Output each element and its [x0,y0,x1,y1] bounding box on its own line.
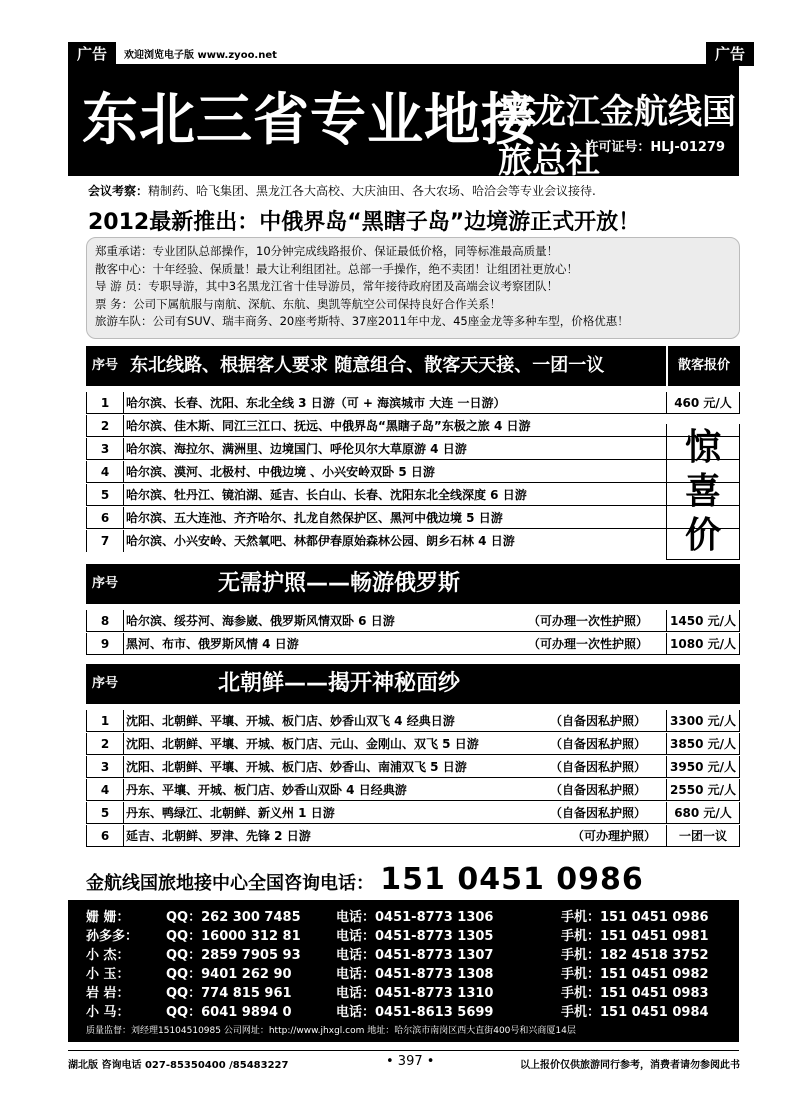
section-title: 无需护照——畅游俄罗斯 [218,571,461,596]
route-price: 1080 元/人 [666,633,740,655]
banner-title: 东北三省专业地接 [82,88,538,153]
footer-divider [68,1050,739,1051]
promo-text: 2012最新推出：中俄界岛“黑瞎子岛”边境游正式开放 [88,210,619,235]
quality-supervision: 质量监督：刘经理15104510985 公司网址：http://www.jhxgl.com 地址：哈尔滨市南岗区西大直街400号和兴商厦14层 [86,1026,576,1036]
welcome-text: 欢迎浏览电子版 www.zyoo.net [124,50,277,61]
notice-line: 郑重承诺：专业团队总部操作，10分钟完成线路报价、保证最低价格，同等标准最高质量！ [95,244,559,258]
route-price: 1450 元/人 [666,610,740,632]
table-row [86,438,740,460]
row-number: 3 [86,756,124,778]
contact-row [86,944,721,963]
contact-mobile: 手机：151 0451 0983 [561,986,709,1001]
contact-qq: QQ：774 815 961 [166,986,292,1001]
row-number: 9 [86,633,124,655]
contact-tel: 电话：0451-8773 1305 [336,929,494,944]
contact-qq: QQ：9401 262 90 [166,967,292,982]
routes-table [86,346,740,856]
contacts-panel [68,900,739,1042]
contact-row [86,963,721,982]
route-description: 沈阳、北朝鲜、平壤、开城、板门店、妙香山、南浦双飞 5 日游 [126,760,467,774]
route-description: 哈尔滨、小兴安岭、天然氧吧、林都伊春原始森林公园、朗乡石林 4 日游 [126,534,515,548]
license-number: 许可证号：HLJ-01279 [585,140,725,155]
route-price: 3300 元/人 [666,710,740,732]
contact-mobile: 手机：151 0451 0984 [561,1005,709,1020]
route-description: 丹东、鸭绿江、北朝鲜、新义州 1 日游 [126,806,335,820]
surprise-price-label [666,424,740,560]
contact-name: 小 马： [86,1005,130,1020]
page-number: • 397 • [386,1054,435,1069]
route-description: 沈阳、北朝鲜、平壤、开城、板门店、元山、金刚山、双飞 5 日游 [126,737,479,751]
contact-qq: QQ：6041 9894 0 [166,1005,292,1020]
route-description: 哈尔滨、绥芬河、海参崴、俄罗斯风情双卧 6 日游 [126,614,395,628]
passport-note: （自备因私护照） [550,737,647,751]
table-row [86,779,740,801]
table-row [86,610,740,632]
ad-tag-right: 广告 [706,42,754,66]
surprise-char: 价 [684,515,721,556]
contact-tel: 电话：0451-8613 5699 [336,1005,494,1020]
table-row [86,461,740,483]
table-row [86,530,740,552]
table-row [86,392,740,414]
route-description: 哈尔滨、海拉尔、满洲里、边境国门、呼伦贝尔大草原游 4 日游 [126,442,467,456]
contact-mobile: 手机：151 0451 0986 [561,910,709,925]
row-number: 6 [86,825,124,847]
contact-name: 姗 姗： [86,910,130,925]
seq-header: 序号 [91,676,118,691]
ad-tag-left: 广告 [68,42,116,66]
notice-line: 票 务：公司下属航服与南航、深航、东航、奥凯等航空公司保持良好合作关系！ [95,296,502,311]
promo-exclaim: ！ [618,210,641,235]
table-row [86,484,740,506]
row-number: 4 [86,779,124,801]
table-row [86,756,740,778]
route-price: 3950 元/人 [666,756,740,778]
hotline-label: 金航线国旅地接中心全国咨询电话： [86,873,374,894]
section-header-russia [86,564,740,604]
row-number: 6 [86,507,124,529]
notice-line: 导 游 员：专职导游，其中3名黑龙江省十佳导游员，常年接待政府团及高端会议考察团队！ [95,279,559,293]
promo-headline [88,205,640,236]
contact-mobile: 手机：182 4518 3752 [561,948,709,963]
row-number: 4 [86,461,124,483]
meeting-line [88,182,596,199]
contact-qq: QQ：2859 7905 93 [166,948,301,963]
row-number: 8 [86,610,124,632]
contact-qq: QQ：16000 312 81 [166,929,301,944]
route-description: 延吉、北朝鲜、罗津、先锋 2 日游 [126,829,311,843]
contact-name: 小 杰： [86,948,130,963]
contact-tel: 电话：0451-8773 1310 [336,986,494,1001]
route-price: 一团一议 [666,825,740,847]
notice-line: 散客中心：十年经验、保质量！最大让利组团社。总部一手操作，绝不卖团！让组团社更放心！ [95,261,578,276]
surprise-char: 惊 [684,427,721,468]
surprise-char: 喜 [684,471,721,512]
route-description: 哈尔滨、长春、沈阳、东北全线 3 日游（可 + 海滨城市 大连 一日游） [126,396,506,410]
meeting-text: 精制药、哈飞集团、黑龙江各大高校、大庆油田、各大农场、哈洽会等专业会议接待. [148,184,596,198]
contact-row [86,925,721,944]
route-description: 哈尔滨、漠河、北极村、中俄边境 、小兴安岭双卧 5 日游 [126,465,435,479]
contact-row [86,1001,721,1020]
section-header-domestic [86,346,740,386]
row-number: 3 [86,438,124,460]
footer-edition: 湖北版 咨询电话 027-85350400 /85483227 [68,1060,289,1071]
passport-note: （自备因私护照） [550,783,647,797]
route-price: 680 元/人 [666,802,740,824]
contact-tel: 电话：0451-8773 1308 [336,967,494,982]
passport-note: （可办理一次性护照） [528,614,649,628]
hotline [86,862,644,897]
row-number: 1 [86,710,124,732]
passport-note: （自备因私护照） [550,806,647,820]
row-number: 5 [86,802,124,824]
route-description: 哈尔滨、五大连池、齐齐哈尔、扎龙自然保护区、黑河中俄边境 5 日游 [126,511,503,525]
contact-mobile: 手机：151 0451 0982 [561,967,709,982]
section-header-north-korea [86,664,740,704]
contact-qq: QQ：262 300 7485 [166,910,301,925]
route-price: 3850 元/人 [666,733,740,755]
route-description: 哈尔滨、佳木斯、同江三江口、抚远、中俄界岛“黑瞎子岛”东极之旅 4 日游 [126,419,531,433]
table-row [86,802,740,824]
passport-note: （自备因私护照） [550,714,647,728]
notice-line: 旅游车队：公司有SUV、瑞丰商务、20座考斯特、37座2011年中龙、45座金龙等多种车型，价格优惠！ [95,314,629,328]
seq-header: 序号 [91,358,118,373]
table-row [86,733,740,755]
banner [68,64,739,181]
passport-note: （可办理护照） [572,829,657,843]
row-number: 1 [86,392,124,414]
row-number: 2 [86,733,124,755]
route-price: 460 元/人 [666,392,740,414]
passport-note: （可办理一次性护照） [528,637,649,651]
section-title: 东北线路、根据客人要求 随意组合、散客天天接、一团一议 [130,355,605,376]
row-number: 2 [86,415,124,437]
contact-row [86,906,721,925]
contact-mobile: 手机：151 0451 0981 [561,929,709,944]
contact-tel: 电话：0451-8773 1307 [336,948,494,963]
route-description: 黑河、布市、俄罗斯风情 4 日游 [126,637,299,651]
hotline-number: 151 0451 0986 [380,862,644,897]
row-number: 7 [86,530,124,552]
row-number: 5 [86,484,124,506]
seq-header: 序号 [91,576,118,591]
table-row [86,825,740,847]
route-description: 丹东、平壤、开城、板门店、妙香山双卧 4 日经典游 [126,783,407,797]
table-row [86,633,740,655]
price-header: 散客报价 [666,346,740,386]
passport-note: （自备因私护照） [550,760,647,774]
contact-name: 小 玉： [86,967,130,982]
contact-name: 孙多多： [86,929,139,944]
route-price: 2550 元/人 [666,779,740,801]
table-row [86,415,740,437]
table-row [86,710,740,732]
contact-tel: 电话：0451-8773 1306 [336,910,494,925]
table-row [86,507,740,529]
notice-box [86,237,740,339]
route-description: 哈尔滨、牡丹江、镜泊湖、延吉、长白山、长春、沈阳东北全线深度 6 日游 [126,488,527,502]
contact-name: 岩 岩： [86,986,130,1001]
contact-row [86,982,721,1001]
agency-name: 黑龙江金航线国旅总社 [498,92,736,181]
section-title: 北朝鲜——揭开神秘面纱 [218,671,461,696]
footer-disclaimer: 以上报价仅供旅游同行参考，消费者请勿参阅此书 [520,1060,740,1071]
route-description: 沈阳、北朝鲜、平壤、开城、板门店、妙香山双飞 4 经典日游 [126,714,455,728]
meeting-label: 会议考察： [88,184,149,198]
